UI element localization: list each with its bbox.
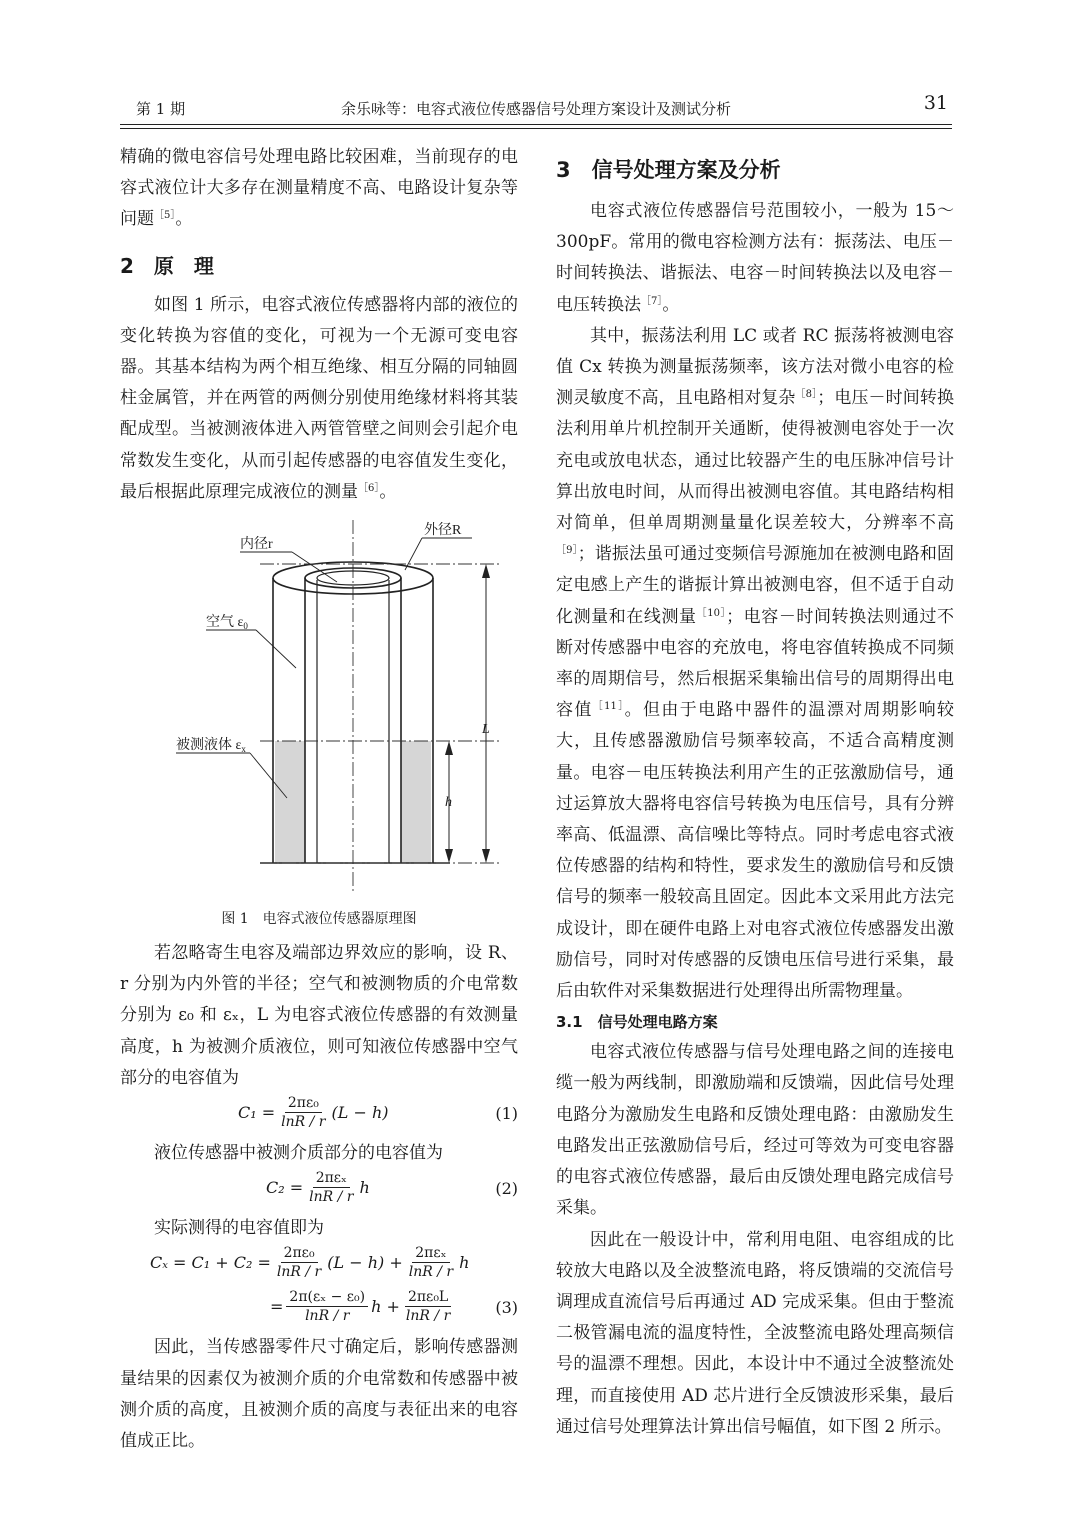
variables-paragraph: 若忽略寄生电容及端部边界效应的影响，设 R、r 分别为内外管的半径；空气和被测物质的介电常数分别为 ε₀ 和 εₓ，L 为电容式液位传感器的有效测量高度，h 为被测介质液位，则可知液位传感器中空气部分的电容值为 <box>120 943 518 1088</box>
eq3-intro: 实际测得的电容值即为 <box>154 1218 324 1239</box>
section-3-heading: 3 信号处理方案及分析 <box>556 158 781 182</box>
equation-3b: = $\frac{\text{2π(εₓ − ε₀)}}{\ln R / r}$ h + $\frac{\text{2πε₀L}}{\ln R / r}$ (3) <box>270 1289 518 1325</box>
citation: ［8］ <box>795 389 818 401</box>
principle-paragraph: 如图 1 所示，电容式液位传感器将内部的液位的变化转换为容值的变化，可视为一个无源可变电容器。其基本结构为两个相互绝缘、相互分隔的同轴圆柱金属管，并在两管的两侧分别使用绝缘材料将其装配成型。当被测液体进入两管管壁之间则会引起介电常数发生变化，从而引起传感器的电容值发生变化，最后根据此原理完成液位的测量$^{[6]}$。 <box>120 294 518 502</box>
outer-radius-label: 外径R <box>424 523 462 539</box>
right-column <box>556 142 954 1443</box>
liquid-left <box>275 741 305 863</box>
header-rule <box>120 124 952 125</box>
circuit-paragraph: 电容式液位传感器与信号处理电路之间的连接电缆一般为两线制，即激励端和反馈端，因此信号处理电路分为激励发生电路和反馈处理电路：由激励发生电路发出正弦激励信号后，经过可等效为可变电容器的电容式液位传感器，最后由反馈处理电路完成信号采集。 <box>556 1042 954 1219</box>
citation: ［11］ <box>592 701 625 713</box>
citation: ［5］ <box>154 210 176 222</box>
citation: ［7］ <box>641 295 663 307</box>
issue-number: 第 1 期 <box>136 100 186 118</box>
citation: ［10］ <box>696 607 727 619</box>
liquid-label: 被测液体 $\varepsilon_x$ <box>176 738 246 755</box>
design-paragraph: 因此在一般设计中，常利用电阻、电容组成的比较放大电路以及全波整流电路，将反馈端的交流信号调理成直流信号后再通过 AD 完成采集。但由于整流二极管漏电流的温度特性，全波整流电路处理高频信号的温漂不理想。因此，本设计中不通过全波整流处理，而直接使用 AD 芯片进行全反馈波形采集，最后通过信号处理算法计算出信号幅值，如下图 2 所示。 <box>556 1229 954 1437</box>
inner-radius-label: 内径r <box>240 537 273 553</box>
air-label: 空气 $\varepsilon_0$ <box>206 615 248 632</box>
section-3-1-heading: 3.1 信号处理电路方案 <box>556 1013 718 1032</box>
figure-1-caption: 图 1 电容式液位传感器原理图 <box>221 911 417 928</box>
equation-2: C₂ = $\frac{\text{2πεₓ}}{\ln R / r}$ h (2) <box>266 1170 518 1206</box>
h-label: h <box>445 795 452 811</box>
liquid-right <box>401 741 431 863</box>
running-header <box>120 92 952 122</box>
L-label: L <box>482 722 490 738</box>
intro-paragraph: 精确的微电容信号处理电路比较困难，当前现存的电容式液位计大多存在测量精度不高、电路设计复杂等问题$^{[5]}$。 <box>120 147 518 230</box>
section-2-heading: 2 原 理 <box>120 253 214 278</box>
left-column <box>120 142 518 1457</box>
equation-3a: Cₓ = C₁ + C₂ = $\frac{\text{2πε₀}}{\ln R / r}$ (L − h) + $\frac{\text{2πεₓ}}{\ln R / r}$ h <box>150 1245 470 1281</box>
citation: ［9］ <box>556 545 578 557</box>
citation: ［6］ <box>358 482 380 494</box>
equation-1: C₁ = $\frac{\text{2πε₀}}{\ln R / r}$ (L − h) (1) <box>238 1095 518 1131</box>
methods-paragraph: 电容式液位传感器信号范围较小，一般为 15～300pF。常用的微电容检测方法有：振荡法、电压－时间转换法、谐振法、电容－时间转换法以及电容－电压转换法$^{[7]}$。 <box>556 201 954 315</box>
eq2-intro: 液位传感器中被测介质部分的电容值为 <box>154 1143 443 1164</box>
page-number: 31 <box>923 92 948 114</box>
conclusion-paragraph: 因此，当传感器零件尺寸确定后，影响传感器测量结果的因素仅为被测介质的介电常数和传感器中被测介质的高度，且被测介质的高度与表征出来的电容值成正比。 <box>120 1337 518 1452</box>
running-title: 余乐咏等：电容式液位传感器信号处理方案设计及测试分析 <box>340 100 731 118</box>
figure-1 <box>120 508 518 906</box>
sensor-diagram <box>120 508 518 906</box>
header-rule-thin <box>120 128 952 129</box>
methods-comparison-paragraph: 其中，振荡法利用 LC 或者 RC 振荡将被测电容值 Cx 转换为测量振荡频率，该方法对微小电容的检测灵敏度不高，且电路相对复杂$^{[8]}$；电压－时间转换法利用单片机控制开关通断，使得被测电容处于一次充电或放电状态，通过比较器产生的电压脉冲信号计算出放电时间，从而得出被测电容值。其电路结构相对简单，但单周期测量量化误差较大，分辨率不高$^{[9]}$；谐振法虽可通过变频信号源施加在被测电路和固定电感上产生的谐振计算出被测电容，但不适于自动化测量和在线测量$^{[10]}$；电容－时间转换法则通过不断对传感器中电容的充放电，将电容值转换成不同频率的周期信号，然后根据采集输出信号的周期得出电容值$^{[11]}$。但由于电路中器件的温漂对周期影响较大，且传感器激励信号频率较高，不适合高精度测量。电容－电压转换法利用产生的正弦激励信号，通过运算放大器将电容信号转换为电压信号，具有分辨率高、低温漂、高信噪比等特点。同时考虑电容式液位传感器的结构和特性，要求发生的激励信号和反馈信号的频率一般较高且固定。因此本文采用此方法完成设计，即在硬件电路上对电容式液位传感器发出激励信号，同时对传感器的反馈电压信号进行采集，最后由软件对采集数据进行处理得出所需物理量。 <box>556 325 955 1002</box>
